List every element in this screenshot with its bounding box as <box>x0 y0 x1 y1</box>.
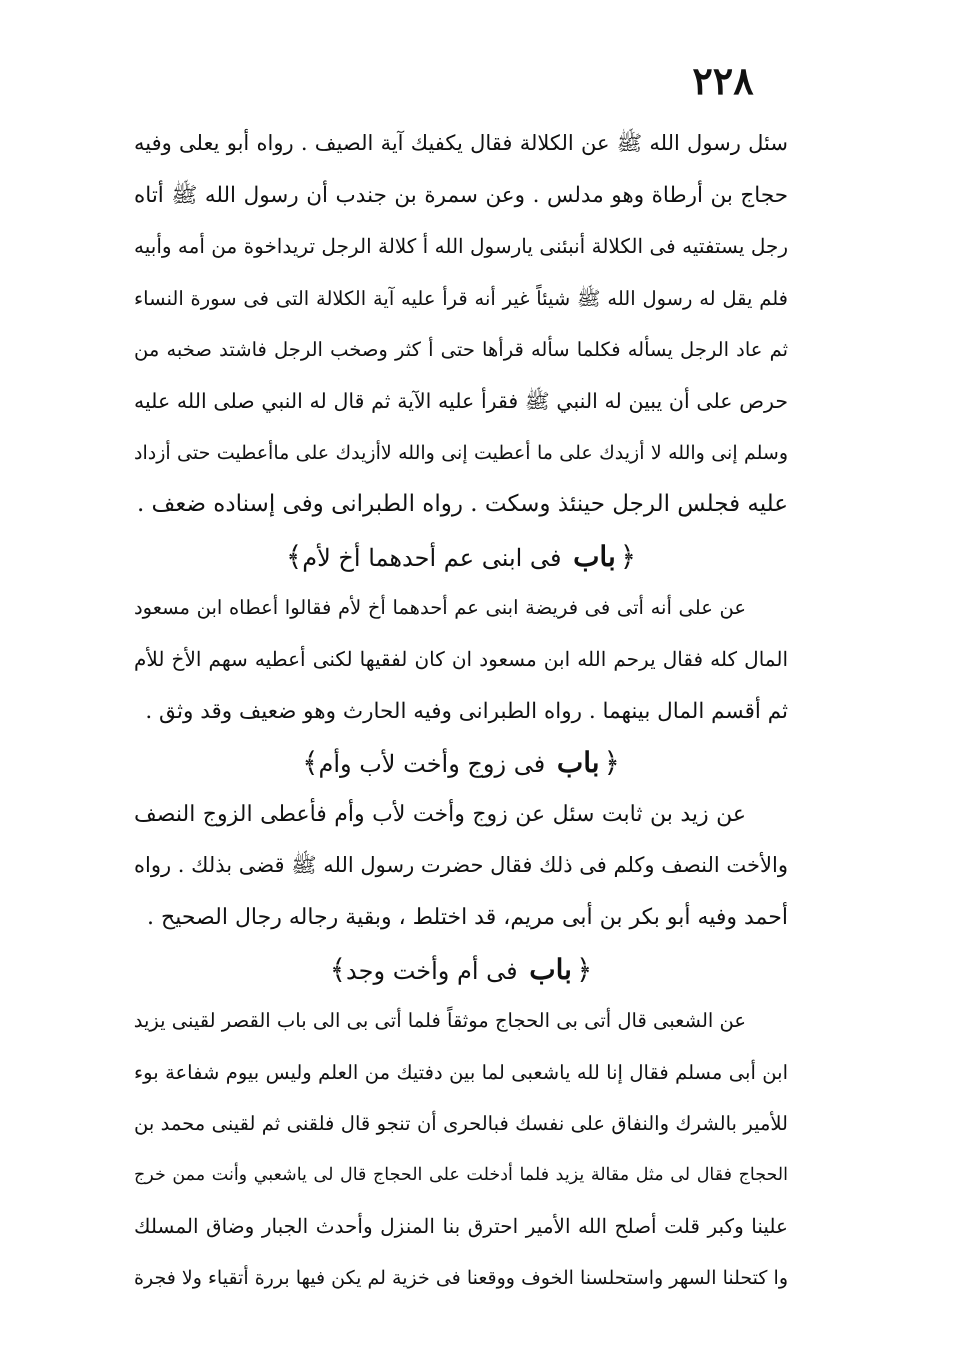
text-line: سئل رسول الله ﷺ عن الكلالة فقال يكفيك آية الصيف . رواه أبو يعلى وفيه <box>134 131 788 155</box>
text-line: ثم أقسم المال بينهما . رواه الطبرانى وفيه الحارث وهو ضعيف وقد وثق . <box>145 698 788 724</box>
section-heading-title: فى ابنى عم أحدهما أخ لأم <box>302 543 562 572</box>
text-line: ثم عاد الرجل يسأله فكلما سأله قرأها حتى أ كثر وصخب الرجل فاشتد صخبه من <box>134 338 788 362</box>
text-line: عن على أنه أتى فى فريضة ابنى عم أحدهما أخ لأم فقالوا أعطاه ابن مسعود <box>134 596 746 620</box>
section-heading-label: باب <box>556 746 600 780</box>
text-line: الحجاج فقال لى مثل مقالة يزيد فلما أدخلت على الحجاج قال لى ياشعبي وأنت ممن خرج <box>134 1164 788 1185</box>
text-line: حرص على أن يبين له النبي ﷺ فقرأ عليه الآية ثم قال له النبي صلى الله عليه <box>134 388 788 413</box>
text-line: فلم يقل له رسول الله ﷺ شيئاً غير أنه قرأ عليه آية الكلالة التى فى سورة النساء <box>134 286 788 310</box>
page-number: ٢٢٨ <box>692 58 754 103</box>
text-line: أحمد وفيه أبو بكر بن أبى مريم، قد اختلط ، وبقية رجاله رجال الصحيح . <box>147 904 788 930</box>
text-line: علينا وكبر قلت أصلح الله الأمير احترق بنا المنزل وأحدث الجبار وضاق المسلك <box>134 1214 788 1239</box>
section-heading-label: باب <box>573 539 616 573</box>
text-line: المال كله فقال يرحم الله ابن مسعود ان كان لفقيها لكنى أعطيه سهم الأخ للأم <box>134 646 788 671</box>
text-line: وسلم إنى والله لا أزيدك على ما أعطيت إنى والله لاأزيدك على ماأعطيت حتى أزداد <box>134 441 788 464</box>
text-line: وا كتحلنا السهر واستحلسنا الخوف ووقعنا فى خزية لم يكن فيها بررة أتقياء ولا فجرة <box>134 1267 788 1290</box>
section-heading: ﴿باب فى ابنى عم أحدهما أخ لأم﴾ <box>285 539 637 573</box>
section-heading-title: فى زوج وأخت لأب وأم <box>318 750 546 779</box>
text-line: حجاج بن أرطاة وهو مدلس . وعن سمرة بن جندب أن رسول الله ﷺ أتاه <box>134 182 788 208</box>
text-line: والأخت النصف وكلم فى ذلك فقال حضرت رسول الله ﷺ قضى بذلك . رواه <box>134 853 788 878</box>
section-heading: ﴿باب فى زوج وأخت لأب وأم﴾ <box>302 746 620 780</box>
section-heading-label: باب <box>529 952 572 986</box>
text-body <box>134 118 788 1305</box>
text-line: للأمير بالشرك والنفاق على نفسك فبالحرى أن تنجو قال فلقنى ثم لقينى محمد بن <box>134 1112 788 1136</box>
text-line: عن الشعبى قال أتى بى الحجاج موثقاً فلما أتى بى الى باب القصر لقينى يزيد <box>134 1009 746 1033</box>
section-heading-title: فى أم وأخت وجد <box>346 956 518 985</box>
text-line: ابن أبى مسلم فقال إنا لله ياشعبى لما بين دفتيك من العلم وليس بيوم شفاعة بوء <box>134 1060 788 1084</box>
section-heading: ﴿باب فى أم وأخت وجد﴾ <box>329 952 593 986</box>
text-line: عن زيد بن ثابت سئل عن زوج وأخت لأب وأم فأعطى الزوج النصف <box>134 801 746 827</box>
text-line: عليه فجلس الرجل حينئذ وسكت . رواه الطبرانى وفى إسناده ضعف . <box>136 491 788 518</box>
text-line: رجل يستفتيه فى الكلالة أنبئنى يارسول الله أ كلالة الرجل تريداخوة من أمه وأبيه <box>134 234 788 259</box>
